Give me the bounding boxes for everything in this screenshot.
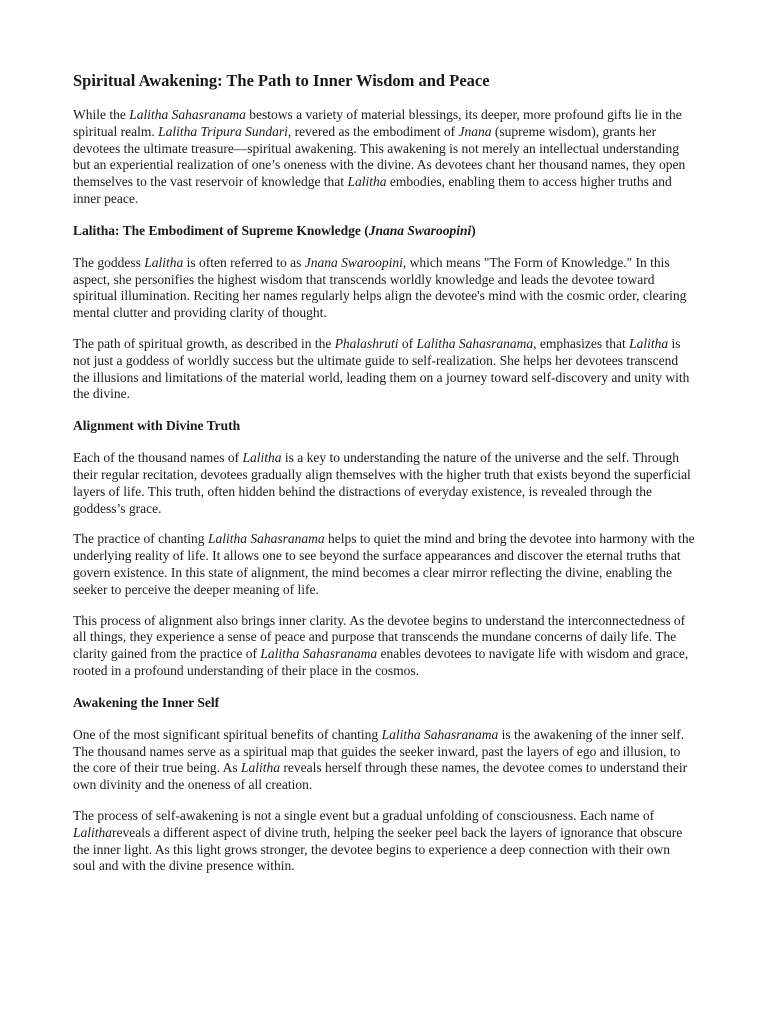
italic-term: Lalitha [73, 824, 113, 840]
text-run: , which means "The Form of Knowledge." In this aspect, she personifies the highest wisdom that transcends worldly knowledge and leads the devotee toward spiritual illumination. Reciting her names regularly helps align the devotee's mind with the cosmic order, clearing mental clutter and providing clarity of thought. [73, 254, 687, 321]
paragraph-spiritual-benefits [73, 727, 695, 794]
italic-term: Phalashruti [334, 335, 399, 351]
text-run: The goddess [73, 254, 145, 270]
document-title: Spiritual Awakening: The Path to Inner Wisdom and Peace [73, 71, 490, 90]
italic-term: Lalitha [144, 254, 184, 270]
italic-term: Lalitha Sahasranama [129, 107, 246, 122]
text-run: is the awakening of the inner self. The thousand names serve as a spiritual map that guides the seeker inward, past the layers of ego and illusion, to the core of their true being. As [73, 726, 685, 776]
italic-term: Lalitha Sahasranama [381, 726, 499, 742]
section-heading-supreme-knowledge [73, 222, 695, 239]
italic-term: Lalitha Sahasranama [260, 646, 378, 662]
text-run: enables devotees to navigate life with wisdom and grace, rooted in a profound understanding of their place in the cosmos. [73, 646, 689, 678]
italic-term: Lalitha Sahasranama [416, 335, 534, 351]
italic-term: Lalitha [242, 450, 282, 466]
italic-term: Jnana [458, 123, 492, 139]
text-run: is often referred to as [183, 254, 305, 270]
italic-term: Lalitha [347, 174, 387, 190]
italic-term: Lalitha Sahasranama [207, 531, 325, 547]
text-run: embodies, enabling them to access higher truths and inner peace. [73, 174, 672, 206]
text-run: reveals a different aspect of divine truth, helping the seeker peel back the layers of ignorance that obscure the inner light. As this light grows stronger, the devotee begins to experience a deep connection with their own soul and with the divine presence within. [73, 824, 683, 874]
italic-term: Lalitha [629, 335, 669, 351]
text-run: Lalitha: The Embodiment of Supreme Knowledge ( [73, 222, 369, 238]
text-run: Each of the thousand names of [73, 450, 243, 466]
text-run: (supreme wisdom), grants her devotees the ultimate treasure—spiritual awakening. This awakening is not merely an intellectual understanding but an experiential realization of one’s oneness with the divine. As devotees chant her thousand names, they open themselves to the vast reservoir of knowledge that [73, 123, 686, 190]
text-run: Awakening the Inner Self [73, 694, 220, 710]
text-run: , revered as the embodiment of [287, 123, 459, 139]
section-heading-divine-truth [73, 417, 695, 434]
paragraph-jnana-swaroopini [73, 255, 695, 322]
text-run: The path of spiritual growth, as described in the [73, 335, 335, 351]
text-run: This process of alignment also brings inner clarity. As the devotee begins to understand the interconnectedness of all things, they experience a sense of peace and purpose that transcends the mundane concerns of daily life. The clarity gained from the practice of [73, 612, 686, 662]
text-run: is a key to understanding the nature of the universe and the self. Through their regular recitation, devotees gradually align themselves with the higher truth that exists beyond the superficial layers of life. This truth, often hidden behind the distractions of everyday existence, is revealed through the goddess’s grace. [73, 450, 691, 516]
document-page [73, 71, 695, 889]
text-run: helps to quiet the mind and bring the devotee into harmony with the underlying reality of life. It allows one to see beyond the surface appearances and discover the eternal truths that govern existence. In this state of alignment, the mind becomes a clear mirror reflecting the divine, enabling the seeker to perceive the deeper meaning of life. [73, 531, 695, 597]
paragraph-thousand-names [73, 450, 695, 517]
paragraph-chanting-practice [73, 531, 695, 598]
text-run: While the [73, 107, 130, 122]
italic-term: Lalitha [240, 760, 280, 776]
text-run: bestows a variety of material blessings, its deeper, more profound gifts lie in the spiritual realm. [73, 107, 682, 139]
text-run: Alignment with Divine Truth [73, 418, 241, 434]
text-run: The process of self-awakening is not a single event but a gradual unfolding of consciousness. Each name of [73, 807, 655, 823]
text-run: , emphasizes that [533, 335, 630, 351]
italic-term: Jnana Swaroopini [368, 222, 472, 238]
intro-paragraph [73, 107, 695, 208]
text-run: of [398, 335, 417, 351]
text-run: ) [471, 222, 476, 238]
paragraph-self-awakening [73, 808, 695, 875]
paragraph-inner-clarity [73, 613, 695, 680]
text-run: The practice of chanting [73, 531, 208, 547]
italic-term: Lalitha Tripura Sundari [158, 123, 288, 139]
text-run: One of the most significant spiritual benefits of chanting [73, 726, 382, 742]
italic-term: Jnana Swaroopini [304, 254, 403, 270]
text-run: reveals herself through these names, the devotee comes to understand their own divinity and the oneness of all creation. [73, 760, 688, 793]
paragraph-path-of-growth [73, 336, 695, 403]
section-heading-inner-self [73, 694, 695, 711]
text-run: is not just a goddess of worldly success but the ultimate guide to self-realization. She helps her devotees transcend the illusions and limitations of the material world, leading them on a journey toward self-discovery and unity with the divine. [73, 335, 690, 402]
